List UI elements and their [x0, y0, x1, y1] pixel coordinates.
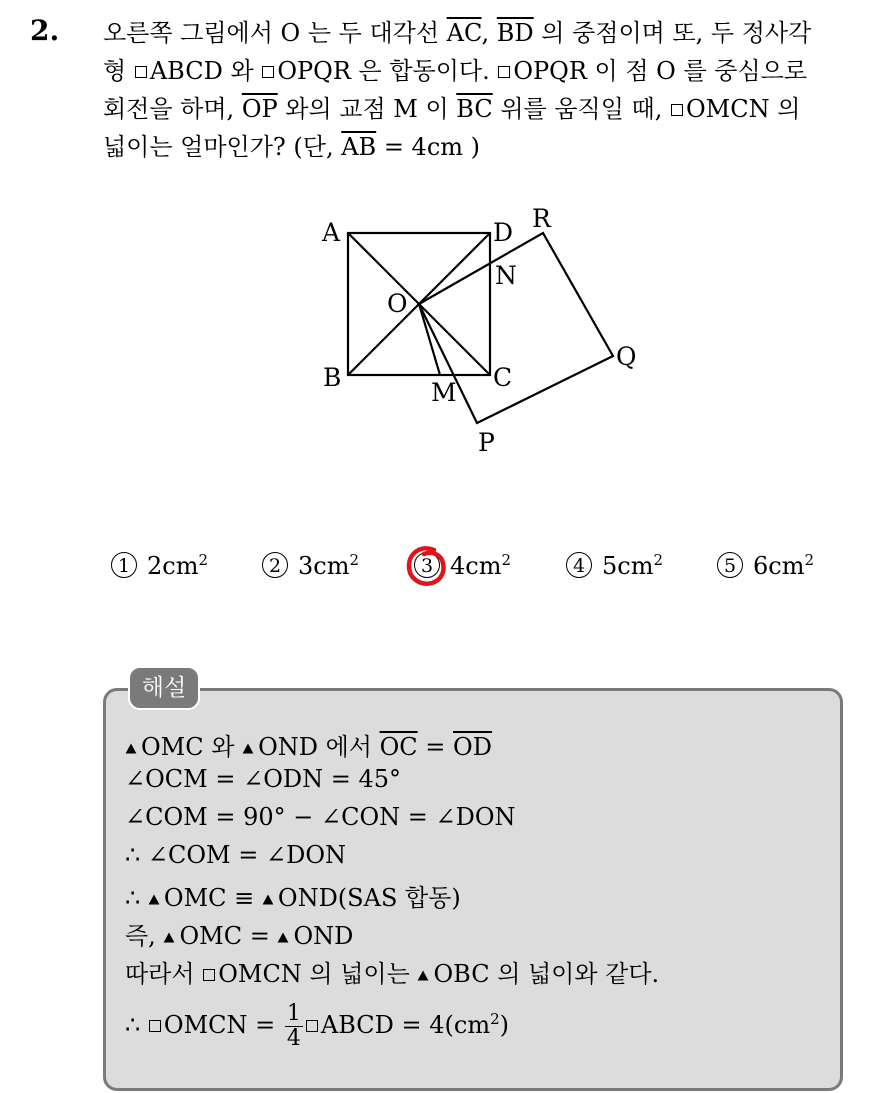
question-number: 2. [30, 14, 60, 47]
choice-number: 1 [111, 552, 137, 578]
answer-circle-mark [404, 543, 450, 589]
triangle-omc: OMC = [163, 922, 277, 950]
square-omcn: OMCN [670, 95, 770, 123]
square-abcd: ABCD [134, 57, 223, 85]
text: ∴ [125, 884, 148, 912]
text: , [481, 19, 497, 47]
choice-value: 5cm [602, 552, 654, 580]
diagonal-ac [348, 233, 490, 375]
choice-value: 4cm [450, 552, 502, 580]
choice-4[interactable] [566, 551, 663, 580]
text: 오른쪽 그림에서 O 는 두 대각선 [103, 19, 447, 47]
text: 와 [222, 57, 262, 85]
text: 즉, [125, 922, 164, 950]
text: 회전을 하며, [103, 95, 242, 123]
numerator: 1 [286, 1001, 301, 1026]
label-p: P [478, 428, 495, 457]
label-c: C [493, 363, 513, 392]
text: 형 [103, 57, 134, 85]
label-q: Q [616, 342, 637, 371]
segment-oc: $\overline{OC}$ [379, 733, 418, 761]
choice-5[interactable] [717, 551, 814, 580]
choice-2[interactable] [262, 551, 359, 580]
diagonal-bd [348, 233, 490, 375]
solution-line-6 [125, 916, 353, 951]
denominator: 4 [286, 1026, 301, 1051]
question-line-3 [103, 90, 865, 128]
text: 의 [769, 95, 801, 123]
choice-exponent: 2 [501, 551, 512, 569]
solution-line-5 [125, 878, 461, 913]
triangle-ond: OND 에서 [242, 733, 380, 761]
triangle-ond: OND(SAS 합동) [262, 884, 461, 912]
solution-tag: 해설 [128, 666, 200, 710]
choice-exponent: 2 [349, 551, 360, 569]
triangle-ond: OND [277, 922, 353, 950]
segment-om [419, 304, 440, 375]
label-d: D [493, 218, 514, 247]
choice-number: 4 [566, 552, 592, 578]
choice-number: 5 [717, 552, 743, 578]
square-omcn: OMCN 의 넓이는 [202, 960, 417, 988]
square-opqr: OPQR [497, 57, 587, 85]
segment-bc: $\overline{BC}$ [456, 95, 493, 123]
choice-1[interactable] [111, 551, 208, 580]
text: 와의 교점 M 이 [277, 95, 457, 123]
label-a: A [322, 218, 341, 247]
choice-value: 6cm [753, 552, 805, 580]
segment-ab: $\overline{AB}$ [341, 133, 377, 161]
question-line-1 [103, 14, 865, 52]
segment-op: $\overline{OP}$ [241, 95, 278, 123]
solution-line-8 [125, 1002, 509, 1051]
label-o: O [387, 289, 408, 318]
text: ) [499, 1011, 510, 1039]
square-opqr: OPQR [261, 57, 351, 85]
square-omcn: OMCN = [148, 1011, 283, 1039]
square-opqr-shape [419, 233, 613, 423]
choice-value: 3cm [298, 552, 350, 580]
segment-ac: $\overline{AC}$ [446, 19, 482, 47]
square-abcd-shape [348, 233, 490, 375]
label-m: M [431, 378, 457, 407]
segment-od: $\overline{OD}$ [453, 733, 492, 761]
text: 위를 움직일 때, [492, 95, 670, 123]
text: ∴ [125, 1011, 148, 1039]
text: 따라서 [125, 960, 203, 988]
solution-line-7 [125, 954, 659, 989]
choice-exponent: 2 [653, 551, 664, 569]
choice-value: 2cm [147, 552, 199, 580]
choice-exponent: 2 [198, 551, 209, 569]
segment-bd: $\overline{BD}$ [496, 19, 534, 47]
solution-line-4: ∴ ∠COM = ∠DON [125, 841, 347, 869]
text: = [417, 733, 454, 761]
text: 은 합동이다. [350, 57, 498, 85]
text: 의 중점이며 또, 두 정사각 [533, 19, 812, 47]
question-line-2 [103, 52, 865, 90]
question-text [103, 14, 865, 166]
text: = 4cm ) [376, 133, 481, 161]
exponent: 2 [490, 1010, 500, 1028]
red-circle-stroke [409, 548, 444, 583]
text: 이 점 O 를 중심으로 [586, 57, 808, 85]
square-abcd: ABCD = 4(cm [305, 1011, 490, 1039]
solution-line-2: ∠OCM = ∠ODN = 45° [125, 765, 402, 793]
label-r: R [532, 204, 551, 233]
question-line-4 [103, 128, 865, 166]
solution-line-1 [125, 727, 492, 762]
triangle-omc: OMC 와 [125, 733, 242, 761]
choice-number: 3 [414, 552, 440, 578]
triangle-omc: OMC ≡ [148, 884, 262, 912]
fraction-one-quarter [285, 1002, 303, 1051]
label-n: N [495, 261, 517, 290]
solution-line-3: ∠COM = 90° − ∠CON = ∠DON [125, 803, 516, 831]
label-b: B [323, 363, 342, 392]
triangle-obc: OBC 의 넓이와 같다. [417, 960, 659, 988]
text: 넓이는 얼마인가? (단, [103, 133, 342, 161]
choice-exponent: 2 [804, 551, 815, 569]
choice-number: 2 [262, 552, 288, 578]
